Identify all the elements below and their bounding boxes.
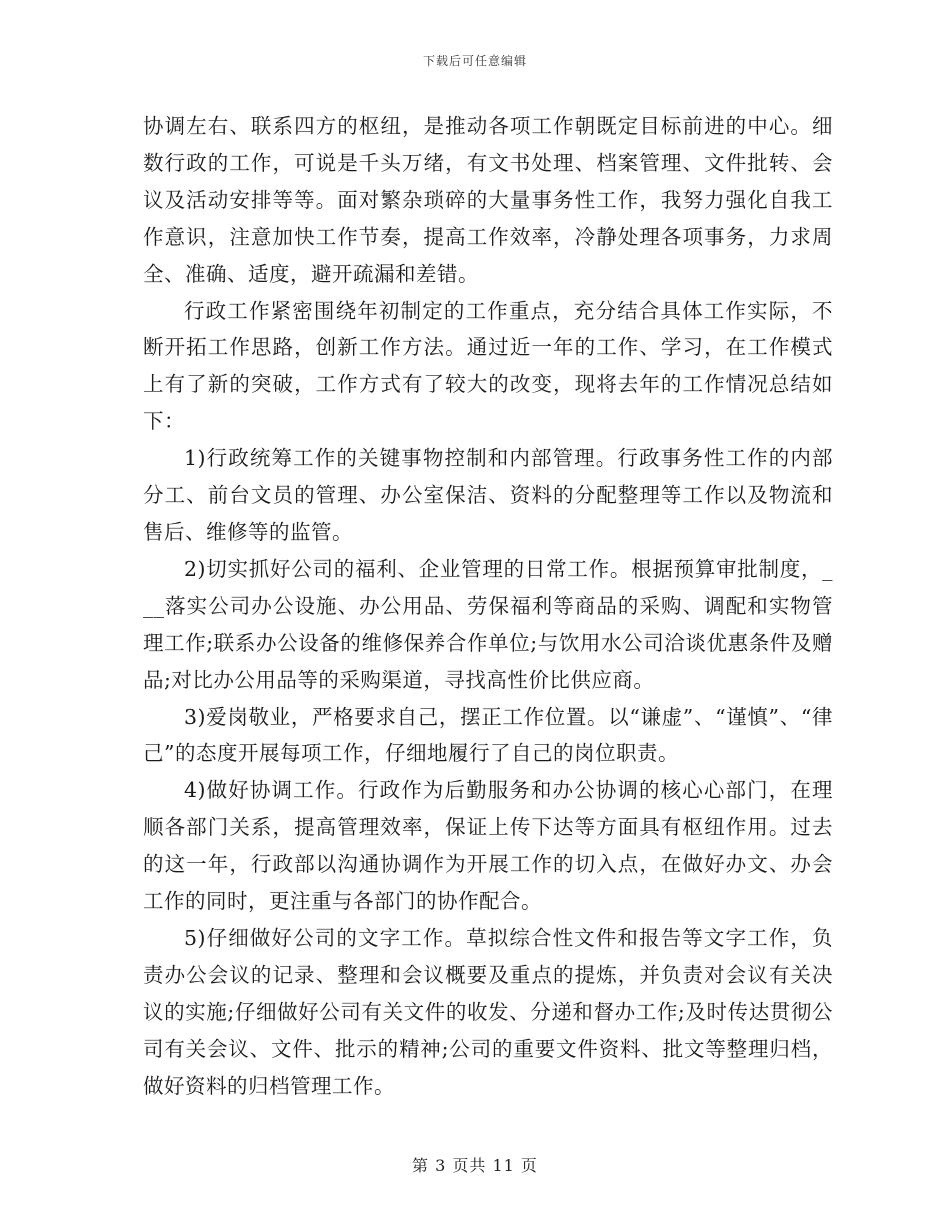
paragraph-item-4: 4)做好协调工作。行政作为后勤服务和办公协调的核心心部门，在理顺各部门关系，提高管理效率，保证上传下达等方面具有枢纽作用。过去的这一年，行政部以沟通协调作为开展工作的切入点，在做好办文、办会工作的同时，更注重与各部门的协作配合。 xyxy=(143,778,833,914)
document-body xyxy=(143,108,833,1104)
paragraph-item-5: 5)仔细做好公司的文字工作。草拟综合性文件和报告等文字工作，负责办公会议的记录、整理和会议概要及重点的提炼，并负责对会议有关决议的实施;仔细做好公司有关文件的收发、分递和督办工作;及时传达贯彻公司有关会议、文件、批示的精神;公司的重要文件资料、批文等整理归档，做好资料的归档管理工作。 xyxy=(143,925,833,1098)
page-number-footer: 第 3 页共 11 页 xyxy=(412,1156,538,1175)
paragraph-1: 协调左右、联系四方的枢纽，是推动各项工作朝既定目标前进的中心。细数行政的工作，可说是千头万绪，有文书处理、档案管理、文件批转、会议及活动安排等等。面对繁杂琐碎的大量事务性工作，我努力强化自我工作意识，注意加快工作节奏，提高工作效率，冷静处理各项事务，力求周全、准确、适度，避开疏漏和差错。 xyxy=(143,114,833,286)
page-header: 下载后可任意编辑 xyxy=(422,54,527,68)
paragraph-item-3: 3)爱岗敬业，严格要求自己，摆正工作位置。以“谦虚”、“谨慎”、“律己”的态度开展每项工作，仔细地履行了自己的岗位职责。 xyxy=(143,704,833,766)
paragraph-item-2: 2)切实抓好公司的福利、企业管理的日常工作。根据预算审批制度，___落实公司办公设施、办公用品、劳保福利等商品的采购、调配和实物管理工作;联系办公设备的维修保养合作单位;与饮用水公司洽谈优惠条件及赠品;对比办公用品等的采购渠道，寻找高性价比供应商。 xyxy=(143,556,833,692)
paragraph-2: 行政工作紧密围绕年初制定的工作重点，充分结合具体工作实际，不断开拓工作思路，创新工作方法。通过近一年的工作、学习，在工作模式上有了新的突破，工作方式有了较大的改变，现将去年的工作情况总结如下： xyxy=(143,298,833,434)
paragraph-item-1: 1)行政统筹工作的关键事物控制和内部管理。行政事务性工作的内部分工、前台文员的管理、办公室保洁、资料的分配整理等工作以及物流和售后、维修等的监管。 xyxy=(143,446,833,544)
